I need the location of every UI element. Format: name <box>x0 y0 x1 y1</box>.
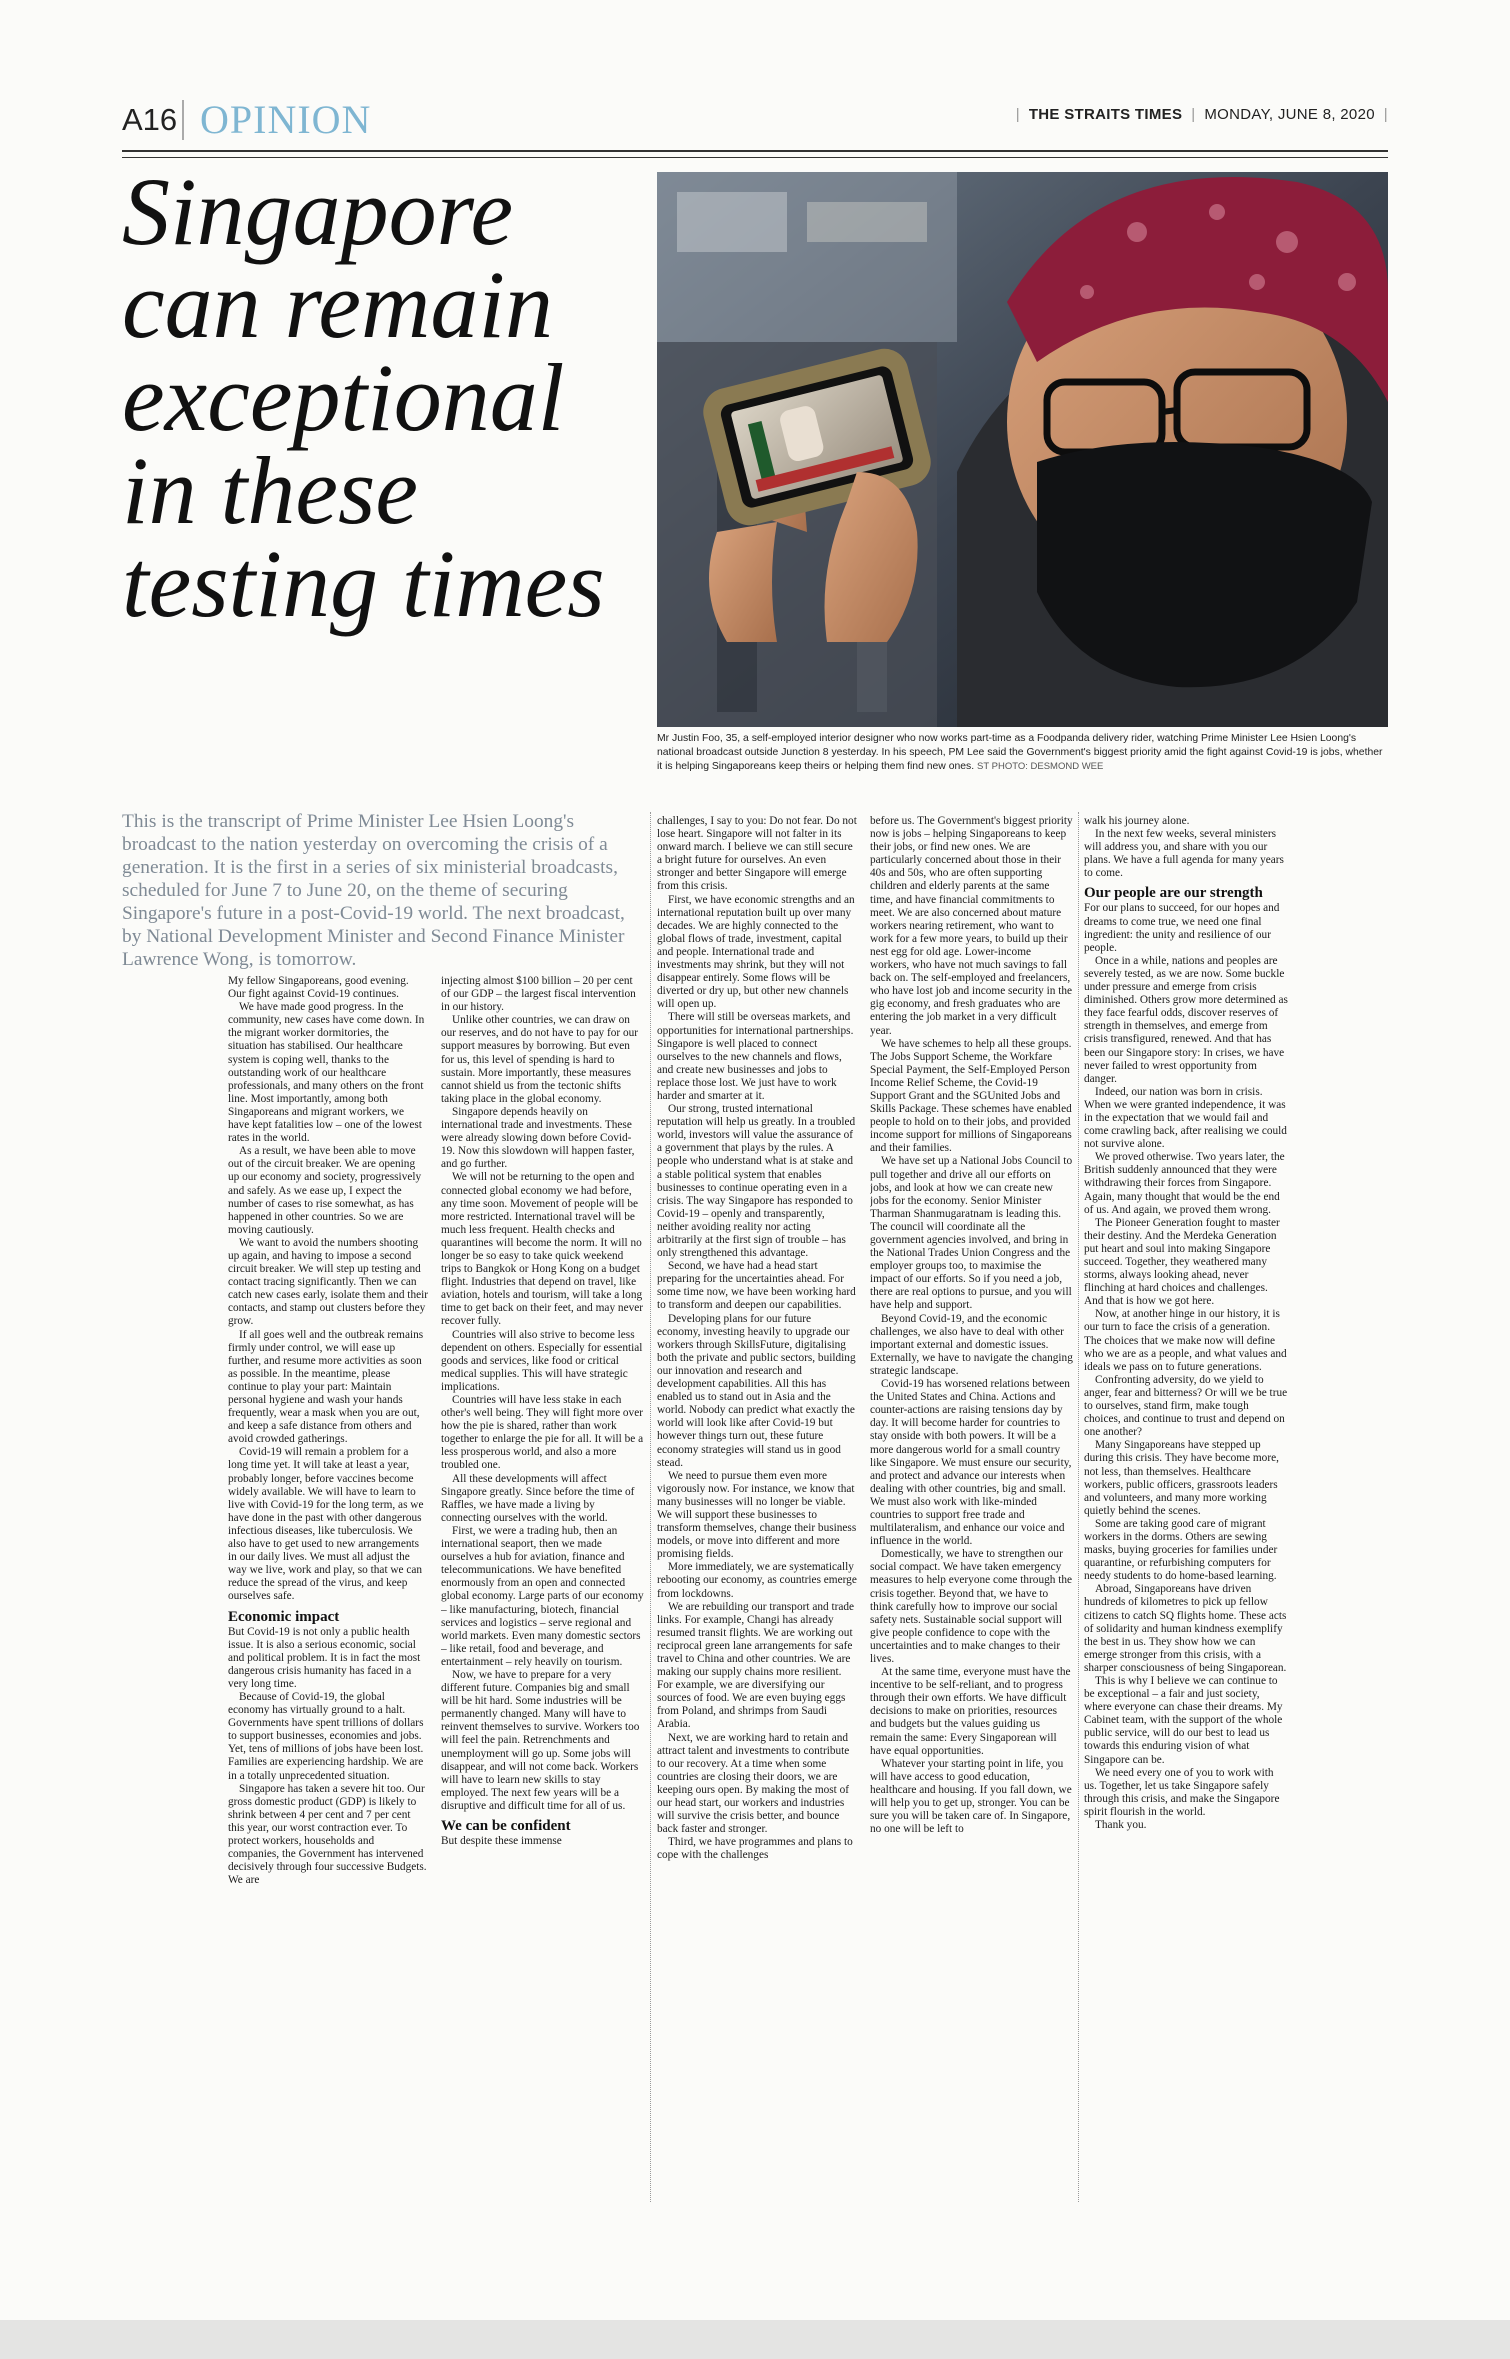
body-paragraph: Some are taking good care of migrant workers in the dorms. Others are sewing masks, buying groceries for families under quarantine, or refurbishing computers for needy students to do home-based learning. <box>1084 1517 1278 1583</box>
publication-name: THE STRAITS TIMES <box>1028 106 1183 123</box>
body-paragraph: The Pioneer Generation fought to master their destiny. And the Merdeka Generation put heart and soul into making Singapore succeed. Together, they weathered many storms, always looking ahead, never flinching at hard choices and challenges. And that is how we got here. <box>1084 1216 1280 1308</box>
body-paragraph: Once in a while, nations and peoples are severely tested, as we are now. Some buckle under pressure and emerge from crisis diminished. Others grow more determined as they face fearful odds, discover reserves of strength in themselves, and emerge from crisis transfigured, renewed. And that has been our Singapore story: In crises, we have never failed to wrest opportunity from danger. <box>1084 954 1288 1085</box>
body-paragraph: injecting almost $100 billion – 20 per cent of our GDP – the largest fiscal intervention in our history. <box>441 975 636 1014</box>
body-paragraph: All these developments will affect Singapore greatly. Since before the time of Raffles, we have made a living by connecting ourselves with the world. <box>441 1472 635 1524</box>
body-paragraph: We are rebuilding our transport and trade links. For example, Changi has already resumed transit flights. We are working out reciprocal green lane arrangements for safe travel to China and other countries. We are making our supply chains more resilient. For example, we are diversifying our sources of food. We are even buying eggs from Poland, and shrimps from Saudi Arabia. <box>657 1600 855 1731</box>
body-paragraph: If all goes well and the outbreak remains firmly under control, we will ease up further, and resume more activities as soon as possible. In the meantime, please continue to play your part: Maintain personal hygiene and wash your hands frequently, wear a mask when you are out, and keep a safe distance from others and avoid crowded gatherings. <box>228 1328 424 1446</box>
body-paragraph: Countries will also strive to become less dependent on others. Especially for essential goods and services, like food or critical medical supplies. This will have strategic implications. <box>441 1328 643 1393</box>
section-name: OPINION <box>200 97 372 142</box>
body-paragraph: Abroad, Singaporeans have driven hundreds of kilometres to pick up fellow citizens to catch SQ flights home. These acts of solidarity and human kindness exemplify the best in us. They show how we can emerge stronger from this crisis, with a sharper consciousness of being Singaporean. <box>1084 1583 1287 1674</box>
body-paragraph: Indeed, our nation was born in crisis. When we were granted independence, it was in the expectation that we would fail and come crawling back, after realising we could not survive alone. <box>1084 1085 1287 1151</box>
body-paragraph: Because of Covid-19, the global economy has virtually ground to a halt. Governments have spent trillions of dollars to support businesses, economies and jobs. Yet, tens of millions of jobs have been lost. Families are experiencing hardship. We are in a totally unprecedented situation. <box>228 1690 424 1782</box>
body-paragraph: Whatever your starting point in life, you will have access to good education, healthcare and housing. If you fall down, we will help you to get up, stronger. You can be sure you will be taken care of. In Singapore, no one will be left to <box>870 1757 1072 1836</box>
body-paragraph: Confronting adversity, do we yield to anger, fear and bitterness? Or will we be true to ourselves, stand firm, make tough choices, and continue to trust and depend on one another? <box>1084 1373 1288 1439</box>
body-paragraph: In the next few weeks, several ministers will address you, and share with you our plans. We have a full agenda for many years to come. <box>1084 828 1284 880</box>
body-paragraph: challenges, I say to you: Do not fear. Do not lose heart. Singapore will not falter in its onward march. I believe we can still secure a bright future for ourselves. An even stronger and better Singapore will emerge from this crisis. <box>657 815 857 893</box>
column-rule <box>1078 812 1079 2202</box>
masthead <box>122 96 1388 146</box>
body-paragraph: Many Singaporeans have stepped up during this crisis. They have become more, not less, than themselves. Healthcare workers, public officers, grassroots leaders and volunteers, and many more working quietly behind the scenes. <box>1084 1439 1279 1517</box>
body-paragraph: But despite these immense <box>441 1835 562 1847</box>
body-paragraph: My fellow Singaporeans, good evening. Our fight against Covid-19 continues. <box>228 975 409 1001</box>
article-column-2 <box>441 975 644 2210</box>
body-paragraph: Domestically, we have to strengthen our social compact. We have taken emergency measures to help everyone come through the crisis together. Beyond that, we have to think carefully how to improve our social safety nets. Sustainable social support will give people confidence to cope with the uncertainties and to make changes to their lives. <box>870 1548 1073 1665</box>
article-column-5 <box>1084 815 1288 2210</box>
body-paragraph: Third, we have programmes and plans to cope with the challenges <box>657 1836 853 1862</box>
body-paragraph: Now, we have to prepare for a very different future. Companies big and small will be hit hard. Some industries will be permanently changed. Many will have to reinvent themselves to survive. Workers too will feel the pain. Retrenchments and unemployment will go up. Some jobs will disappear, and will not come back. Workers will have to learn new skills to stay employed. The next few years will be a disruptive and difficult time for all of us. <box>441 1668 640 1812</box>
article-column-3 <box>657 815 857 2210</box>
photo-caption <box>657 732 1388 774</box>
body-paragraph: Thank you. <box>1095 1819 1147 1832</box>
body-paragraph: Countries will have less stake in each other's well being. They will fight more over how the pie is shared, rather than work together to enlarge the pie for all. It will be a less prosperous world, and also a more troubled one. <box>441 1394 644 1472</box>
page-bottom-margin <box>0 2320 1510 2359</box>
publication-date: MONDAY, JUNE 8, 2020 <box>1204 106 1375 123</box>
body-paragraph: At the same time, everyone must have the incentive to be self-reliant, and to progress through their own efforts. We have difficult decisions to make on priorities, resources and budgets but the values guiding us remain the same: Every Singaporean will have equal opportunities. <box>870 1666 1071 1757</box>
body-paragraph: Covid-19 has worsened relations between the United States and China. Actions and counter-actions are raising tensions day by day. It will become harder for countries to stay onside with both powers. It will be a more dangerous world for a small country like Singapore. We must ensure our security, and protect and advance our interests when dealing with other countries, big and small. We must also work with like-minded countries to support free trade and multilateralism, and enhance our voice and influence in the world. <box>870 1378 1072 1548</box>
body-paragraph: We have set up a National Jobs Council to pull together and drive all our efforts on jobs, and look at how we can create new jobs for the economy. Senior Minister Tharman Shanmugaratnam is leading this. The council will coordinate all the government agencies involved, and bring in the National Trades Union Congress and the employer groups too, to maximise the impact of our efforts. So if you need a job, there are real options to pursue, and you will have help and support. <box>870 1155 1073 1312</box>
body-paragraph: Now, at another hinge in our history, it is our turn to face the crisis of a generation. The choices that we make now will define who we are as a people, and what values and ideals we pass on to future generations. <box>1084 1308 1287 1373</box>
body-paragraph: Singapore depends heavily on international trade and investments. These were already slowing down before Covid-19. Now this slowdown will happen faster, and go further. <box>441 1105 635 1171</box>
body-paragraph: We proved otherwise. Two years later, the British suddenly announced that they were withdrawing their forces from Singapore. Again, many thought that would be the end of us. And again, we proved them wrong. <box>1084 1151 1285 1216</box>
body-paragraph: Our strong, trusted international reputation will help us greatly. In a troubled world, investors will value the assurance of a government that plays by the rules. A people who understand what is at stake and a stable political system that enables businesses to continue operating even in a crisis. The way Singapore has responded to Covid-19 – openly and transparently, neither avoiding reality nor acting arbitrarily at the first sign of trouble – has only strengthened this advantage. <box>657 1103 856 1260</box>
body-paragraph: We have made good progress. In the community, new cases have come down. In the migrant worker dormitories, the situation has stabilised. Our healthcare system is coping well, thanks to the outstanding work of our healthcare professionals, and many others on the front line. Most importantly, among both Singaporeans and migrant workers, we have kept fatalities low – one of the lowest rates in the world. <box>228 1001 425 1145</box>
body-paragraph: Unlike other countries, we can draw on our reserves, and do not have to pay for our support measures by borrowing. But even for us, this level of spending is hard to sustain. More importantly, these measures cannot shield us from the tectonic shifts taking place in the global economy. <box>441 1014 639 1105</box>
body-paragraph: We need to pursue them even more vigorously now. For instance, we know that many businesses will no longer be viable. We will support these businesses to transform themselves, change their business models, or move into different and more promising fields. <box>657 1469 857 1561</box>
headline: Singapore can remain exceptional in these testing times <box>122 158 605 637</box>
body-paragraph: before us. The Government's biggest priority now is jobs – helping Singaporeans to keep their jobs, or find new ones. We are particularly concerned about those in their 40s and 50s, who are often supporting children and elderly parents at the same time, and have financial commitments to meet. We are also concerned about mature workers nearing retirement, who want to work for a few more years, to build up their nest egg for old age. Lower-income workers, who have not much savings to fall back on. The self-employed and freelancers, who have lost job and income security in the gig economy, and fresh graduates who are entering the job market in a very difficult year. <box>870 815 1073 1037</box>
body-paragraph: We want to avoid the numbers shooting up again, and having to impose a second circuit breaker. We will step up testing and contact tracing significantly. Then we can catch new cases early, isolate them and their contacts, and stamp out clusters before they grow. <box>228 1236 428 1328</box>
masthead-rule <box>122 150 1388 158</box>
subheading: Economic impact <box>228 1608 340 1625</box>
photo-caption-text: Mr Justin Foo, 35, a self-employed interior designer who now works part-time as a Foodpanda delivery rider, watching Prime Minister Lee Hsien Loong's national broadcast outside Junction 8 yesterday. In his speech, PM Lee said the Government's biggest priority amid the fight against Covid-19 is jobs, whether it is helping Singaporeans keep theirs or helping them find new ones. <box>657 733 1383 772</box>
body-paragraph: There will still be overseas markets, and opportunities for international partnerships. Singapore is well placed to connect ourselves to the new channels and flows, and create new businesses and jobs to replace those lost. We just have to work harder and smarter at it. <box>657 1011 854 1102</box>
page-number: A16 <box>122 102 178 137</box>
body-paragraph: We need every one of you to work with us. Together, let us take Singapore safely through this crisis, and make the Singapore spirit flourish in the world. <box>1084 1766 1280 1818</box>
lead-photo <box>657 172 1388 727</box>
body-paragraph: Covid-19 will remain a problem for a long time yet. It will take at least a year, probably longer, before vaccines become widely available. We will have to learn to live with Covid-19 for the long term, as we have done in the past with other dangerous infectious diseases, like tuberculosis. We also have to get used to new arrangements in our daily lives. We must all adjust the way we live, work and play, so that we can reduce the spread of the virus, and keep ourselves safe. <box>228 1446 424 1603</box>
lead-photo-illustration <box>657 172 1388 727</box>
body-paragraph: This is why I believe we can continue to be exceptional – a fair and just society, where everyone can chase their dreams. My Cabinet team, with the support of the whole public service, will do our best to lead us towards this enduring vision of what Singapore can be. <box>1084 1675 1283 1766</box>
publication-dateline: | THE STRAITS TIMES | MONDAY, JUNE 8, 2020 | <box>1015 106 1388 123</box>
body-paragraph: Developing plans for our future economy, investing heavily to upgrade our workers through SkillsFuture, digitalising both the private and public sectors, building our innovation and research and development capabilities. All this has enabled us to stand out in Asia and the world. Nobody can predict what exactly the world will look like after Covid-19 but however things turn out, these future economy strategies will stand us in good stead. <box>657 1312 856 1469</box>
body-paragraph: Beyond Covid-19, and the economic challenges, we also have to deal with other important external and domestic issues. Externally, we have to navigate the changing strategic landscape. <box>870 1312 1073 1377</box>
intro-standfirst: This is the transcript of Prime Minister Lee Hsien Loong's broadcast to the nation yesterday on overcoming the crisis of a generation. It is the first in a series of six ministerial broadcasts, scheduled for June 7 to June 20, on the theme of securing Singapore's future in a post-Covid-19 world. The next broadcast, by National Development Minister and Second Finance Minister Lawrence Wong, is tomorrow. <box>122 811 625 970</box>
body-paragraph: More immediately, we are systematically rebooting our economy, as countries emerge from lockdowns. <box>657 1561 857 1600</box>
body-paragraph: walk his journey alone. <box>1084 815 1190 827</box>
body-paragraph: For our plans to succeed, for our hopes and dreams to come true, we need one final ingredient: the unity and resilience of our people. <box>1084 902 1280 954</box>
body-paragraph: We have schemes to help all these groups. The Jobs Support Scheme, the Workfare Special Payment, the Self-Employed Person Income Relief Scheme, the Covid-19 Support Grant and the SGUnited Jobs and Skills Package. These schemes have enabled people to hold on to their jobs, and provided income support for millions of Singaporeans and their families. <box>870 1037 1072 1155</box>
article-column-1 <box>228 975 428 2210</box>
subheading: We can be confident <box>441 1818 571 1834</box>
body-paragraph: First, we were a trading hub, then an international seaport, then we made ourselves a hub for aviation, finance and telecommunications. We have benefited enormously from an open and connected global economy. Large parts of our economy – like manufacturing, biotech, financial services and logistics – serve regional and world markets. Even many domestic sectors – like retail, food and beverage, and entertainment – rely heavily on tourism. <box>441 1524 644 1668</box>
body-paragraph: As a result, we have been able to move out of the circuit breaker. We are opening up our economy and society, progressively and safely. As we ease up, I expect the number of cases to rise somewhat, as has happened in other countries. So we are moving cautiously. <box>228 1145 422 1236</box>
body-paragraph: Next, we are working hard to retain and attract talent and investments to contribute to our recovery. At a time when some countries are closing their doors, we are keeping ours open. By making the most of our head start, our workers and industries will survive the crisis better, and bounce back faster and stronger. <box>657 1731 850 1836</box>
article-column-4 <box>870 815 1073 2210</box>
photo-credit: ST PHOTO: DESMOND WEE <box>977 761 1104 772</box>
masthead-divider <box>182 100 184 140</box>
body-paragraph: Singapore has taken a severe hit too. Our gross domestic product (GDP) is likely to shrink between 4 per cent and 7 per cent this year, our worst contraction ever. To protect workers, households and companies, the Government has intervened decisively through four successive Budgets. We are <box>228 1782 427 1887</box>
body-paragraph: Second, we have had a head start preparing for the uncertainties ahead. For some time now, we have been working hard to transform and deepen our capabilities. <box>657 1260 856 1312</box>
subheading: Our people are our strength <box>1084 885 1263 902</box>
column-rule <box>650 812 651 2202</box>
body-paragraph: First, we have economic strengths and an international reputation built up over many decades. We are highly connected to the global flows of trade, investment, capital and people. International trade and investments may shrink, but they will not disappear entirely. Some flows will be diverted or dry up, but other new channels will open up. <box>657 893 855 1011</box>
body-paragraph: But Covid-19 is not only a public health issue. It is also a serious economic, social and political problem. It is in fact the most dangerous crisis humanity has faced in a very long time. <box>228 1625 421 1690</box>
body-paragraph: We will not be returning to the open and connected global economy we had before, any time soon. Movement of people will be more restricted. International travel will be much less frequent. Health checks and quarantines will become the norm. It will no longer be so easy to take quick weekend trips to Bangkok or Hong Kong on a budget flight. Industries that depend on travel, like aviation, hotels and tourism, will take a long time to get back on their feet, and may never recover fully. <box>441 1171 644 1328</box>
